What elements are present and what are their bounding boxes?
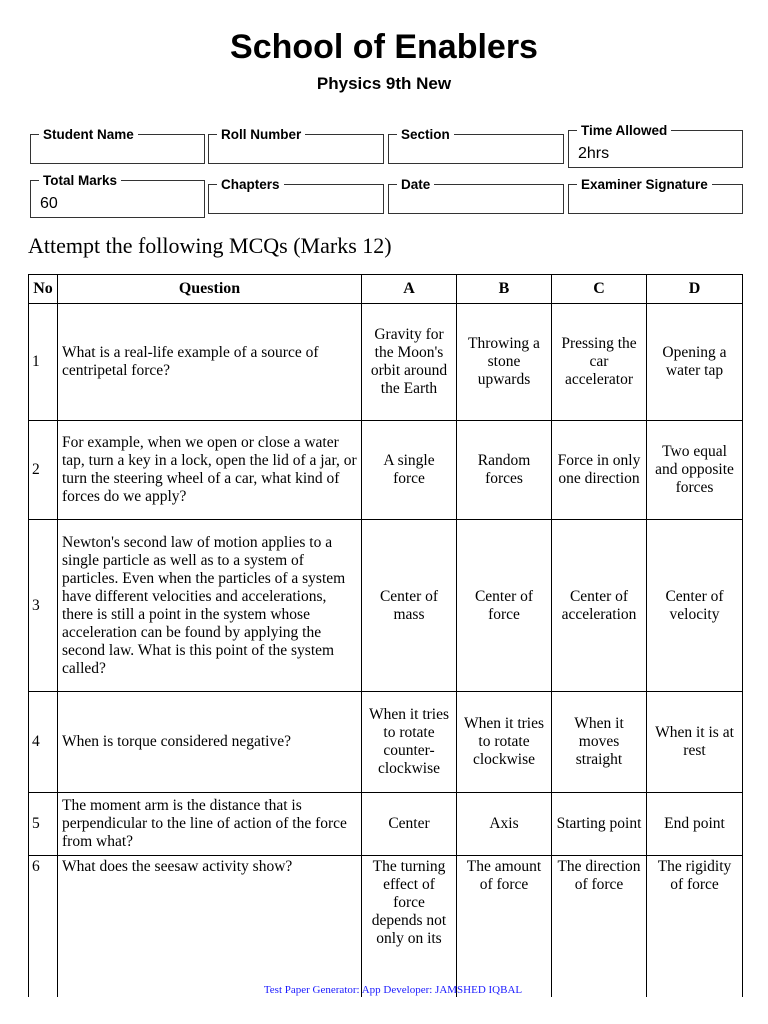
option-c: Center of acceleration: [552, 520, 647, 692]
option-a: A single force: [362, 421, 457, 520]
option-b: When it tries to rotate clockwise: [457, 692, 552, 793]
question-text: What is a real-life example of a source of centripetal force?: [58, 304, 362, 421]
option-c: The direction of force: [552, 856, 647, 1001]
option-d: The rigidity of force: [647, 856, 743, 1001]
question-number: 3: [29, 520, 58, 692]
total-marks-value: 60: [40, 195, 58, 212]
student-name-field[interactable]: [30, 127, 205, 164]
examiner-signature-field[interactable]: [568, 177, 743, 214]
option-d: Opening a water tap: [647, 304, 743, 421]
option-b: Random forces: [457, 421, 552, 520]
option-d: End point: [647, 793, 743, 856]
time-allowed-label: Time Allowed: [577, 123, 671, 139]
chapters-field[interactable]: [208, 177, 384, 214]
question-text: What does the seesaw activity show?: [58, 856, 362, 1001]
date-label: Date: [397, 177, 434, 193]
total-marks-label: Total Marks: [39, 173, 121, 189]
option-c: Force in only one direction: [552, 421, 647, 520]
question-number: 6: [29, 856, 58, 1001]
roll-number-label: Roll Number: [217, 127, 305, 143]
question-number: 5: [29, 793, 58, 856]
footer-credit: Test Paper Generator: App Developer: JAMSHED IQBAL: [263, 984, 523, 996]
option-c: When it moves straight: [552, 692, 647, 793]
question-number: 1: [29, 304, 58, 421]
section-field[interactable]: [388, 127, 564, 164]
question-text: Newton's second law of motion applies to a single particle as well as to a system of particles. Even when the particles of a system have different velocities and accelerations, there is still a point in the system whose acceleration can be found by applying the second law. What is this point of the system called?: [58, 520, 362, 692]
option-a: When it tries to rotate counter-clockwise: [362, 692, 457, 793]
col-header-a: A: [362, 275, 457, 304]
date-field[interactable]: [388, 177, 564, 214]
chapters-label: Chapters: [217, 177, 284, 193]
option-a: Center: [362, 793, 457, 856]
option-a: Gravity for the Moon's orbit around the Earth: [362, 304, 457, 421]
option-b: Throwing a stone upwards: [457, 304, 552, 421]
option-b: The amount of force: [457, 856, 552, 1001]
option-b: Center of force: [457, 520, 552, 692]
question-text: The moment arm is the distance that is perpendicular to the line of action of the force from what?: [58, 793, 362, 856]
option-b: Axis: [457, 793, 552, 856]
col-header-question: Question: [58, 275, 362, 304]
option-d: Two equal and opposite forces: [647, 421, 743, 520]
table-row: [29, 793, 743, 856]
table-row: [29, 692, 743, 793]
mcq-table: [28, 274, 743, 1001]
time-allowed-field[interactable]: [568, 123, 743, 168]
table-header-row: [29, 275, 743, 304]
table-row: [29, 421, 743, 520]
paper-subtitle: Physics 9th New: [316, 74, 452, 93]
col-header-c: C: [552, 275, 647, 304]
option-d: When it is at rest: [647, 692, 743, 793]
roll-number-field[interactable]: [208, 127, 384, 164]
school-title: School of Enablers: [230, 28, 538, 66]
option-c: Pressing the car accelerator: [552, 304, 647, 421]
table-row: [29, 856, 743, 1001]
question-text: For example, when we open or close a water tap, turn a key in a lock, open the lid of a jar, or turn the steering wheel of a car, what kind of forces do we apply?: [58, 421, 362, 520]
option-d: Center of velocity: [647, 520, 743, 692]
total-marks-field[interactable]: [30, 173, 205, 218]
question-number: 2: [29, 421, 58, 520]
student-name-label: Student Name: [39, 127, 138, 143]
table-row: [29, 520, 743, 692]
question-number: 4: [29, 692, 58, 793]
col-header-no: No: [29, 275, 58, 304]
section-label: Section: [397, 127, 454, 143]
col-header-d: D: [647, 275, 743, 304]
question-text: When is torque considered negative?: [58, 692, 362, 793]
time-allowed-value: 2hrs: [578, 145, 610, 162]
page-bottom-mask: [0, 997, 768, 1024]
col-header-b: B: [457, 275, 552, 304]
option-a: The turning effect of force depends not only on its: [362, 856, 457, 1001]
option-a: Center of mass: [362, 520, 457, 692]
examiner-signature-label: Examiner Signature: [577, 177, 712, 193]
mcq-heading: Attempt the following MCQs (Marks 12): [28, 233, 392, 258]
option-c: Starting point: [552, 793, 647, 856]
table-row: [29, 304, 743, 421]
